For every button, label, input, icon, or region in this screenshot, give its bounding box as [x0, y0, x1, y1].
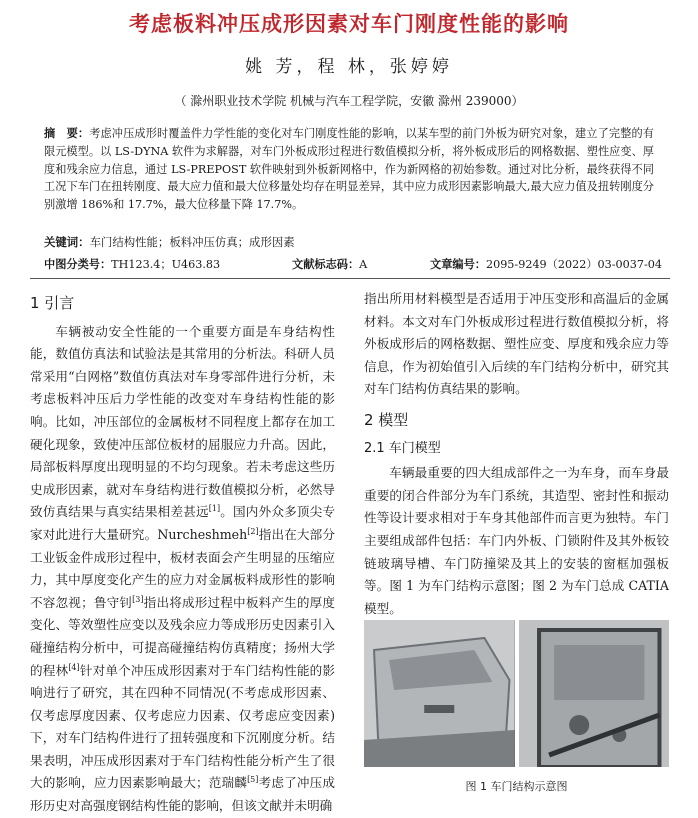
clc-value: TH123.4；U463.83: [111, 258, 221, 271]
clc-label: 中图分类号：: [44, 258, 112, 271]
section-2-1-heading: 2.1 车门模型: [364, 440, 441, 456]
authors: 姚 芳，程 林，张婷婷: [245, 57, 453, 77]
section-1-heading: 1 引言: [30, 294, 75, 312]
doc-code-value: A: [359, 258, 368, 271]
article-no-value: 2095-9249（2022）03-0037-04: [485, 258, 663, 271]
affiliation: （ 滁州职业技术学院 机械与汽车工程学院，安徽 滁州 239000）: [174, 94, 524, 108]
keywords-label: 关键词：: [44, 235, 90, 249]
doc-code-label: 文献标志码：: [292, 258, 360, 271]
right-column: [364, 288, 669, 620]
door-photo-left: [364, 620, 515, 767]
doc-code-field: [292, 256, 367, 272]
intro-paragraph: [30, 321, 335, 818]
paper-title: 考虑板料冲压成形因素对车门刚度性能的影响: [129, 12, 569, 36]
door-photo-right-drawing: [519, 620, 670, 767]
left-column: [30, 288, 335, 818]
keywords-text: 车门结构性能；板料冲压仿真；成形因素: [89, 235, 295, 249]
ref-5: [5]: [247, 775, 259, 785]
continued-paragraph: 指出所用材料模型是否适用于冲压变形和高温后的金属材料。本文对车门外板成形过程进行数值模拟分析，将外板成形后的网格数据、塑性应变、厚度和残余应力等信息，作为初始值引入后续的车门结构分析中，研究其对车门结构仿真结果的影响。: [364, 291, 669, 397]
figure-1: [364, 620, 669, 767]
door-photo-right: [519, 620, 670, 767]
keywords: [44, 234, 654, 250]
abstract-label: 摘 要：: [44, 127, 90, 140]
intro-text-3: 指出在大部分工业钣金件成形过程中，板材表面会产生明显的压缩应力，其中厚度变化产生的应力对金属板料成形性的影响不容忽视；鲁守钊: [30, 526, 336, 610]
door-photo-left-drawing: [364, 620, 515, 767]
article-no-field: [430, 256, 662, 272]
abstract-text: 考虑冲压成形时覆盖件力学性能的变化对车门刚度性能的影响，以某车型的前门外板为研究对象，建立了完整的有限元模型。以 LS-DYNA 软件为求解器，对车门外板成形过程进行数值模拟分析，将外板成形后的网格数据、塑性应变、厚度和残余应力信息，通过 LS-PREPOST 软件映射到外板新网格中，作为新网格的初始参数。通过对比分析，最终获得不同工况下车门在扭转刚度、最大应力值和最大位移量处均存在明显差异，其中应力成形因素影响最大,最大应力值及扭转刚度分别激增 186%和 17.7%，最大位移量下降 17.7%。: [44, 127, 654, 212]
ref-4: [4]: [68, 662, 80, 672]
ref-2: [2]: [247, 526, 259, 536]
ref-3: [3]: [132, 594, 144, 604]
intro-text-2: 。国内外众多顶尖专家对此进行大量研究。Nurcheshmeh: [30, 504, 336, 542]
intro-text-5: 针对单个冲压成形因素对于车门结构性能的影响进行了研究，其在四种不同情况(不考虑成形因素、仅考虑厚度因素、仅考虑应力因素、仅考虑应变因素)下，对车门结构件进行了扭转强度和下沉刚度分析。结果表明，冲压成形因素对于车门结构性能分析产生了很大的影响，应力因素影响最大；范瑞麟: [30, 662, 336, 791]
intro-text-1: 车辆被动安全性能的一个重要方面是车身结构性能，数值仿真法和试验法是其常用的分析法。科研人员常采用“白网格”数值仿真法对车身零部件进行分析，未考虑板料冲压后力学性能的改变对车身结构性能的影响。比如，冲压部位的金属板材不同程度上都存在加工硬化现象，致使冲压部位板材的屈服应力升高。因此，局部板料厚度出现明显的不均匀现象。若未考虑这些历史成形因素，就对车身结构进行数值模拟分析，必然导致仿真结果与真实结果相差甚远: [30, 323, 335, 520]
intro-text-6: 考虑了冲压成形历史对高强度钢结构性能的影响，但该文献并未明确: [30, 775, 336, 814]
article-no-label: 文章编号：: [430, 258, 486, 271]
intro-text-4: 指出将成形过程中板料产生的厚度变化、等效塑性应变以及残余应力等成形历史因素引入碰撞结构分析中，可提高碰撞结构仿真精度；扬州大学的程林: [30, 594, 336, 678]
section-2-heading: 2 模型: [364, 410, 409, 429]
figure-1-caption: 图 1 车门结构示意图: [465, 780, 568, 793]
ref-1: [1]: [208, 504, 221, 514]
clc-field: [44, 256, 220, 272]
door-model-paragraph: 车辆最重要的四大组成部件之一为车身，而车身最重要的闭合件部分为车门系统，其造型、密封性和振动性等设计要求相对于车身其他部件而言更为独特。车门主要组成部件包括：车门内外板、门锁附件及其外板铰链玻璃导槽、车门防撞梁及其上的安装的窗框加强板等。图 1 为车门结构示意图；图 2 为车门总成 CATIA 模型。: [364, 465, 669, 616]
header-divider: [30, 278, 670, 279]
abstract: [44, 125, 654, 214]
